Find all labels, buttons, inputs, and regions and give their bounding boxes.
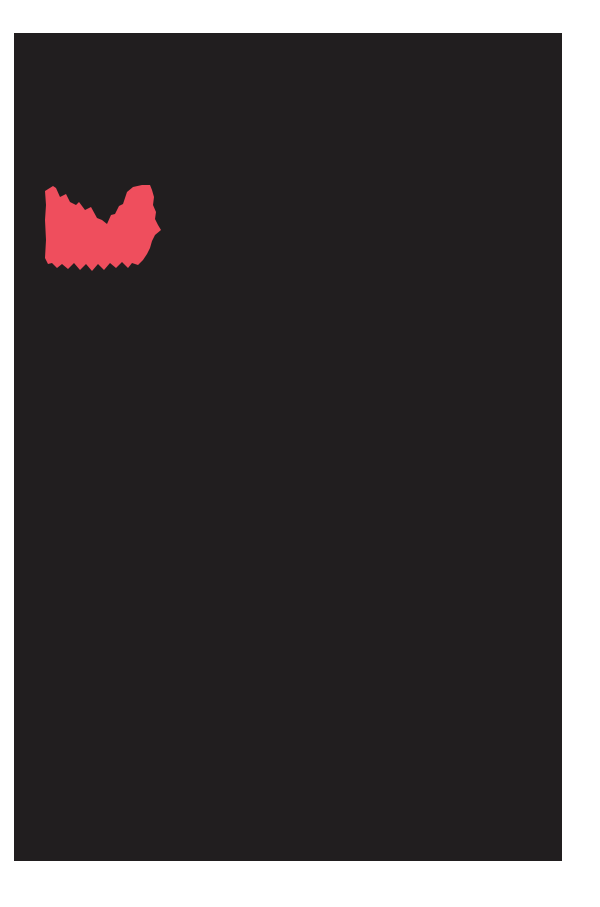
document-page bbox=[14, 33, 562, 861]
red-grunge-logo-icon bbox=[45, 185, 161, 271]
logo-graphic bbox=[14, 33, 562, 861]
